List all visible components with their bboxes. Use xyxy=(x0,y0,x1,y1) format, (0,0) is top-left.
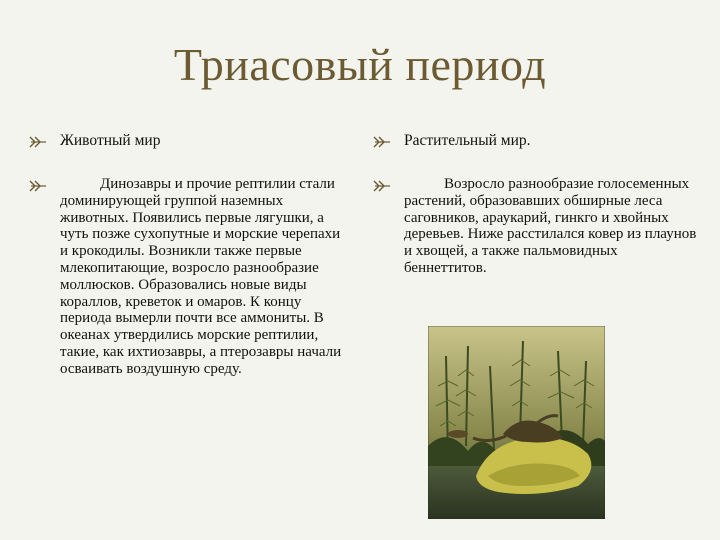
bullet-arrow-icon xyxy=(28,134,48,150)
bullet-arrow-icon xyxy=(372,134,392,150)
triassic-landscape-image xyxy=(428,326,605,519)
animal-world-text: Динозавры и прочие рептилии стали доминирующей группой наземных животных. Появились первые лягушки, а чуть позже сухопутные и морские черепахи и крокодилы. Возникли также первые млекопитающие, возросло разнообразие моллюсков. Образовались новые виды кораллов, креветок и омаров. К концу периода вымерли почти все аммониты. В океанах утвердились морские рептилии, такие, как ихтиозавры, а птерозавры начали осваивать воздушную среду. xyxy=(60,176,342,377)
plant-world-text: Возросло разнообразие голосеменных растений, образовавших обширные леса саговников, араукарий, гинкго и хвойных деревьев. Ниже расстилался ковер из плаунов и хвощей, а также пальмовидных беннеттитов. xyxy=(404,176,697,276)
bullet-plant-world-body xyxy=(372,176,702,277)
bullet-animal-world-body xyxy=(28,176,348,378)
bullet-animal-world-heading xyxy=(28,132,160,150)
bullet-plant-world-heading xyxy=(372,132,531,150)
bullet-arrow-icon xyxy=(28,178,48,194)
animal-world-heading: Животный мир xyxy=(60,132,161,149)
bullet-arrow-icon xyxy=(372,178,392,194)
slide-title: Триасовый период xyxy=(173,39,547,90)
plant-world-heading: Растительный мир. xyxy=(404,132,531,149)
